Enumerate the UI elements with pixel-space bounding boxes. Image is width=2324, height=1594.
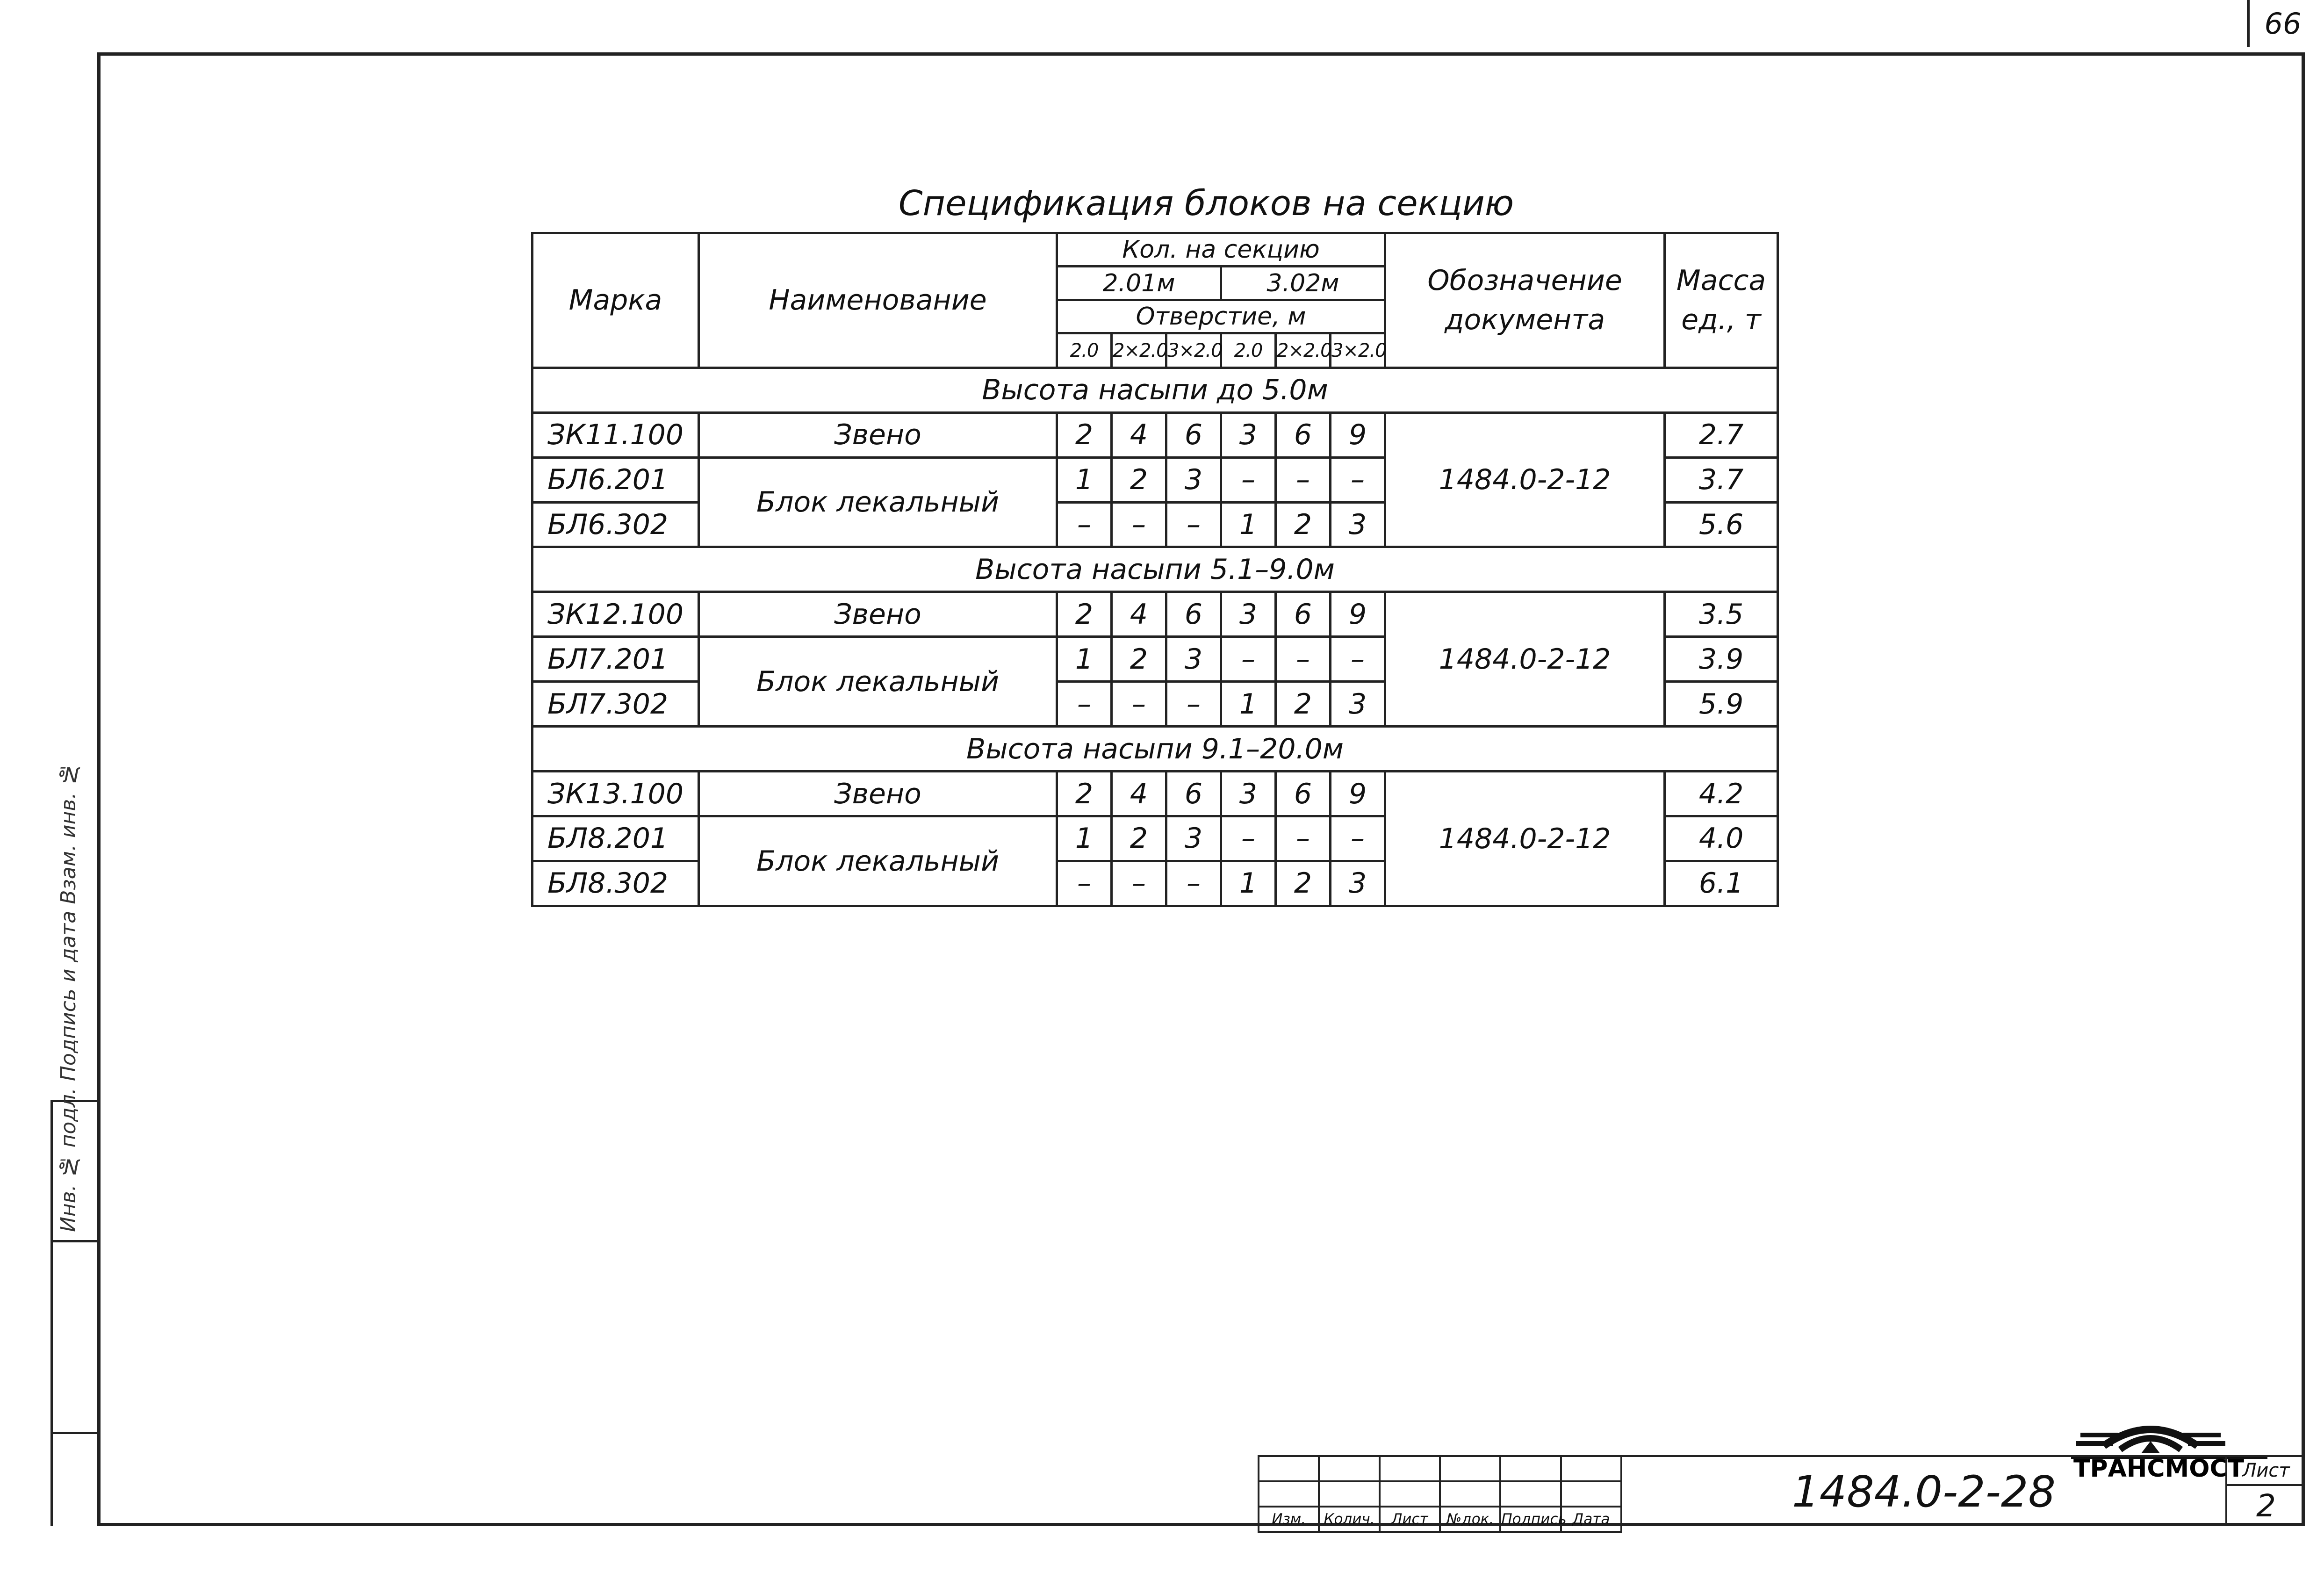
cell-qty: 2	[1112, 816, 1166, 861]
cell-qty: –	[1331, 816, 1385, 861]
cell-qty: –	[1166, 861, 1221, 906]
cell-qty: 2	[1057, 412, 1112, 457]
cell-qty: 2	[1057, 772, 1112, 816]
cell-qty: 2	[1276, 861, 1331, 906]
table-row	[532, 592, 1778, 637]
cell-qty: –	[1057, 861, 1112, 906]
cell-qty: 6	[1166, 592, 1221, 637]
cell-mark: БЛ6.302	[532, 502, 699, 547]
cell-qty: 3	[1166, 637, 1221, 682]
cell-qty: 2	[1276, 502, 1331, 547]
cell-mark: ЗК13.100	[532, 772, 699, 816]
sheet-label: Лист	[2227, 1457, 2305, 1486]
cell-qty: 6	[1166, 772, 1221, 816]
cell-qty: 6	[1166, 412, 1221, 457]
logo-stripe	[2080, 1433, 2118, 1437]
header-opening-col: 2.0	[1221, 333, 1276, 368]
cell-mark: БЛ7.302	[532, 682, 699, 727]
table-row	[532, 772, 1778, 816]
cell-qty: –	[1166, 682, 1221, 727]
cell-qty: –	[1057, 682, 1112, 727]
cell-qty: 2	[1057, 592, 1112, 637]
cell-mass: 4.2	[1665, 772, 1778, 816]
sheet-box	[2225, 1455, 2305, 1526]
cell-document: 1484.0-2-12	[1385, 772, 1665, 906]
cell-qty: 2	[1112, 637, 1166, 682]
sheet-number: 2	[2256, 1488, 2276, 1524]
cell-qty: 1	[1221, 861, 1276, 906]
cell-qty: 9	[1331, 592, 1385, 637]
cell-document: 1484.0-2-12	[1385, 412, 1665, 547]
cell-mass: 6.1	[1665, 861, 1778, 906]
cell-qty: 2	[1112, 457, 1166, 502]
cell-mass: 3.9	[1665, 637, 1778, 682]
cell-qty: 1	[1221, 502, 1276, 547]
spec-title: Спецификация блоков на секцию	[898, 183, 1514, 224]
header-group-b: 3.02м	[1221, 267, 1385, 300]
cell-name: Блок лекальный	[699, 816, 1057, 906]
header-opening-col: 3×2.0	[1166, 333, 1221, 368]
cell-qty: 3	[1166, 457, 1221, 502]
cell-mark: БЛ8.201	[532, 816, 699, 861]
header-mass: Масса ед., т	[1665, 233, 1778, 368]
spec-table-body	[532, 233, 1778, 906]
cell-qty: –	[1276, 457, 1331, 502]
cell-mass: 3.7	[1665, 457, 1778, 502]
cell-qty: –	[1276, 816, 1331, 861]
logo-keystone	[2141, 1441, 2160, 1453]
cell-qty: 1	[1057, 637, 1112, 682]
title-block-column-label: Колич.	[1319, 1507, 1379, 1532]
logo-stripe	[2188, 1441, 2225, 1446]
cell-qty: 1	[1057, 816, 1112, 861]
cell-mark: БЛ6.201	[532, 457, 699, 502]
page-number: 66	[2264, 7, 2302, 41]
cell-qty: –	[1276, 637, 1331, 682]
title-block-column-label: Подпись	[1500, 1507, 1561, 1532]
section-title: Высота насыпи до 5.0м	[532, 368, 1778, 412]
cell-qty: 9	[1331, 412, 1385, 457]
page-number-divider	[2247, 0, 2250, 47]
table-row	[532, 412, 1778, 457]
cell-mark: БЛ7.201	[532, 637, 699, 682]
header-opening-col: 2×2.0	[1112, 333, 1166, 368]
cell-qty: 4	[1112, 772, 1166, 816]
cell-mass: 5.9	[1665, 682, 1778, 727]
cell-name: Звено	[699, 592, 1057, 637]
logo-stripe	[2183, 1433, 2221, 1437]
cell-qty: –	[1331, 457, 1385, 502]
cell-mass: 5.6	[1665, 502, 1778, 547]
cell-mark: ЗК12.100	[532, 592, 699, 637]
cell-qty: 3	[1221, 772, 1276, 816]
cell-qty: 2	[1276, 682, 1331, 727]
cell-qty: 4	[1112, 412, 1166, 457]
cell-qty: 6	[1276, 592, 1331, 637]
section-title: Высота насыпи 9.1–20.0м	[532, 727, 1778, 772]
header-opening: Отверстие, м	[1057, 300, 1385, 333]
strip-cell-signature	[53, 1242, 97, 1434]
spec-table	[531, 232, 1779, 907]
cell-qty: 3	[1331, 502, 1385, 547]
logo-stripe	[2076, 1441, 2113, 1446]
header-opening-col: 2.0	[1057, 333, 1112, 368]
title-block-column-label: Изм.	[1259, 1507, 1319, 1532]
cell-qty: –	[1221, 457, 1276, 502]
header-opening-col: 3×2.0	[1331, 333, 1385, 368]
title-block-grid	[1258, 1455, 1622, 1533]
cell-qty: 3	[1331, 861, 1385, 906]
left-margin-strip	[50, 762, 97, 1526]
cell-mass: 2.7	[1665, 412, 1778, 457]
cell-qty: –	[1166, 502, 1221, 547]
cell-qty: –	[1057, 502, 1112, 547]
header-group-a: 2.01м	[1057, 267, 1221, 300]
cell-mass: 3.5	[1665, 592, 1778, 637]
cell-qty: 3	[1331, 682, 1385, 727]
cell-qty: 6	[1276, 412, 1331, 457]
section-title: Высота насыпи 5.1–9.0м	[532, 547, 1778, 592]
cell-document: 1484.0-2-12	[1385, 592, 1665, 727]
cell-qty: 1	[1057, 457, 1112, 502]
cell-qty: –	[1112, 861, 1166, 906]
cell-qty: 3	[1221, 412, 1276, 457]
cell-qty: –	[1221, 637, 1276, 682]
title-block-column-label: №док.	[1440, 1507, 1500, 1532]
cell-mark: ЗК11.100	[532, 412, 699, 457]
header-opening-col: 2×2.0	[1276, 333, 1331, 368]
cell-qty: 4	[1112, 592, 1166, 637]
document-code: 1484.0-2-28	[1622, 1455, 2225, 1526]
cell-qty: 3	[1166, 816, 1221, 861]
cell-qty: –	[1112, 682, 1166, 727]
header-document: Обозначение документа	[1385, 233, 1665, 368]
cell-mass: 4.0	[1665, 816, 1778, 861]
cell-mark: БЛ8.302	[532, 861, 699, 906]
cell-name: Блок лекальный	[699, 637, 1057, 727]
cell-name: Блок лекальный	[699, 457, 1057, 547]
cell-qty: 6	[1276, 772, 1331, 816]
cell-qty: –	[1112, 502, 1166, 547]
strip-cell-replacement	[53, 762, 97, 1242]
cell-qty: 1	[1221, 682, 1276, 727]
logo-text: ТРАНСМОСТ	[2073, 1455, 2245, 1483]
header-qty: Кол. на секцию	[1057, 233, 1385, 267]
cell-qty: 3	[1221, 592, 1276, 637]
title-block-column-label: Дата	[1561, 1507, 1621, 1532]
cell-qty: –	[1331, 637, 1385, 682]
header-name: Наименование	[699, 233, 1057, 368]
cell-qty: 9	[1331, 772, 1385, 816]
header-mark: Марка	[532, 233, 699, 368]
strip-text: Инв. № подл. Подпись и дата Взам. инв. №	[57, 762, 80, 1232]
title-block-column-label: Лист	[1380, 1507, 1440, 1532]
cell-name: Звено	[699, 772, 1057, 816]
cell-name: Звено	[699, 412, 1057, 457]
cell-qty: –	[1221, 816, 1276, 861]
